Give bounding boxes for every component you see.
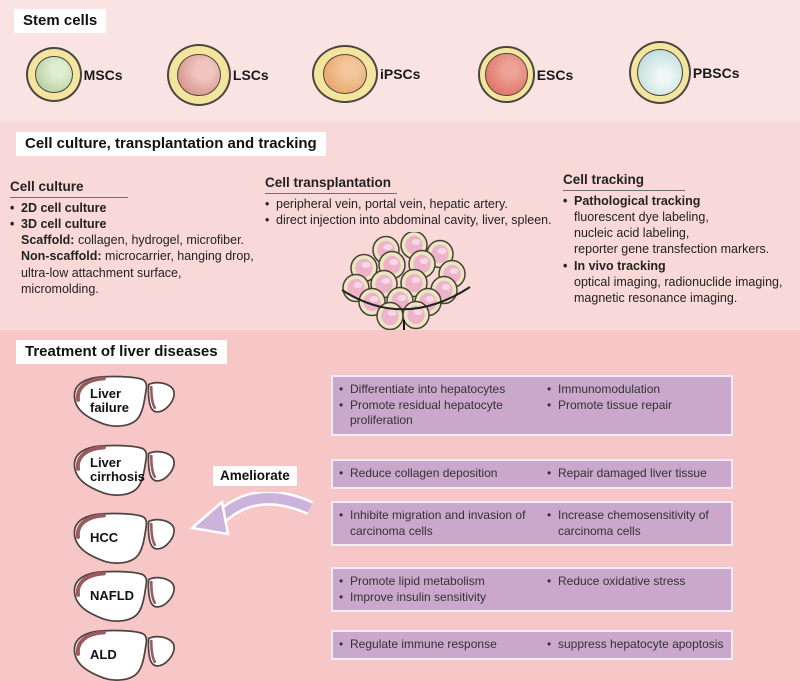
effect-item: • Promote lipid metabolism: [339, 574, 541, 590]
effect-item: • Inhibite migration and invasion of carcinoma cells: [339, 508, 541, 539]
pbsc-cell-icon: [629, 41, 740, 104]
effect-item: • suppress hepatocyte apoptosis: [547, 637, 725, 653]
culture-nonscaffold-line: [10, 248, 260, 264]
ameliorate-arrow-icon: [186, 492, 321, 544]
lsc-cell-body: [177, 54, 220, 97]
transplant-bullet-veins: • peripheral vein, portal vein, hepatic artery.: [265, 196, 565, 212]
liver-failure-figure: [66, 372, 178, 440]
cell-transplantation-column: [265, 174, 565, 228]
culture-scaffold-line: [10, 232, 260, 248]
esc-cell-body: [485, 53, 527, 95]
lsc-cell-icon: [167, 44, 269, 106]
msc-cell-icon: [26, 47, 123, 102]
cluster-cells: [343, 232, 465, 330]
ald-figure: [66, 626, 178, 681]
esc-cell-ring: [478, 46, 535, 103]
culture-last-line: ultra-low attachment surface, micromolding.: [21, 265, 182, 296]
nonscaffold-text: microcarrier, hanging drop,: [101, 249, 254, 264]
tracking-sub-reporter: reporter gene transfection markers.: [574, 242, 770, 257]
esc-label: ESCs: [536, 66, 574, 83]
stem-cells-section: [0, 0, 800, 122]
effect-item: • Reduce collagen deposition: [339, 466, 541, 482]
process-title: Cell culture, transplantation and tracking: [16, 132, 326, 156]
lsc-label: LSCs: [232, 67, 269, 83]
effect-item: • Reduce oxidative stress: [547, 574, 725, 590]
ipsc-cell-body: [323, 54, 368, 94]
effect-item: • Repair damaged liver tissue: [547, 466, 725, 482]
msc-cell-ring: [26, 47, 82, 102]
tracking-sub-fluorescent: fluorescent dye labeling,: [574, 209, 709, 224]
ipsc-cell-icon: [312, 45, 421, 103]
ameliorate-label: Ameliorate: [213, 466, 297, 486]
tracking-bullet-invivo: • In vivo tracking: [563, 258, 798, 274]
effect-item: • Differentiate into hepatocytes: [339, 382, 541, 398]
culture-bullet-3d: • 3D cell culture: [10, 216, 260, 232]
effects-box-cirrhosis: [331, 459, 733, 489]
effect-item: • Increase chemosensitivity of carcinoma cells: [547, 508, 725, 539]
effects-box-hcc: [331, 501, 733, 546]
nonscaffold-label: Non-scaffold:: [21, 249, 102, 264]
lsc-cell-ring: [167, 44, 231, 106]
nafld-figure: [66, 567, 178, 635]
ipsc-label: iPSCs: [379, 66, 421, 82]
cell-tracking-heading: Cell tracking: [563, 171, 685, 191]
tracking-sub-mri: magnetic resonance imaging.: [574, 291, 738, 306]
cell-culture-heading: Cell culture: [10, 178, 128, 198]
effects-box-ald: [331, 630, 733, 660]
disease-label: ALD: [90, 646, 117, 662]
tracking-sub-nucleic: nucleic acid labeling,: [574, 226, 690, 241]
effects-box-nafld: [331, 567, 733, 612]
disease-label: Liver cirrhosis: [90, 454, 145, 484]
stem-cells-title: Stem cells: [14, 9, 106, 33]
cell-culture-column: [10, 178, 260, 297]
tracking-bullet-pathological: • Pathological tracking: [563, 193, 798, 209]
pbsc-cell-ring: [629, 41, 691, 104]
effect-item: • Immunomodulation: [547, 382, 725, 398]
tracking-sub-optical: optical imaging, radionuclide imaging,: [574, 274, 783, 289]
effects-box-liver-failure: [331, 375, 733, 436]
effect-item: • Regulate immune response: [339, 637, 541, 653]
cell-transplantation-heading: Cell transplantation: [265, 174, 397, 194]
scaffold-label: Scaffold:: [21, 233, 75, 248]
msc-label: MSCs: [83, 66, 123, 83]
disease-label: HCC: [90, 529, 119, 545]
pbsc-cell-body: [637, 49, 683, 96]
ipsc-cell-ring: [312, 45, 378, 103]
liver-cirrhosis-figure: [66, 441, 178, 509]
treatment-title: Treatment of liver diseases: [16, 340, 227, 364]
effect-item: • Promote tissue repair: [547, 398, 725, 414]
effect-item: • Promote residual hepatocyte proliferation: [339, 398, 541, 429]
effect-item: • Improve insulin sensitivity: [339, 590, 541, 606]
cell-tracking-column: [563, 171, 798, 306]
msc-cell-body: [35, 56, 72, 94]
disease-label: Liver failure: [90, 385, 130, 415]
esc-cell-icon: [478, 46, 574, 103]
transplant-bullet-injection: • direct injection into abdominal cavity, liver, spleen.: [265, 212, 565, 228]
pbsc-label: PBSCs: [692, 64, 740, 81]
culture-bullet-2d: • 2D cell culture: [10, 200, 260, 216]
disease-label: NAFLD: [90, 587, 135, 603]
scaffold-text: collagen, hydrogel, microfiber.: [74, 233, 245, 248]
